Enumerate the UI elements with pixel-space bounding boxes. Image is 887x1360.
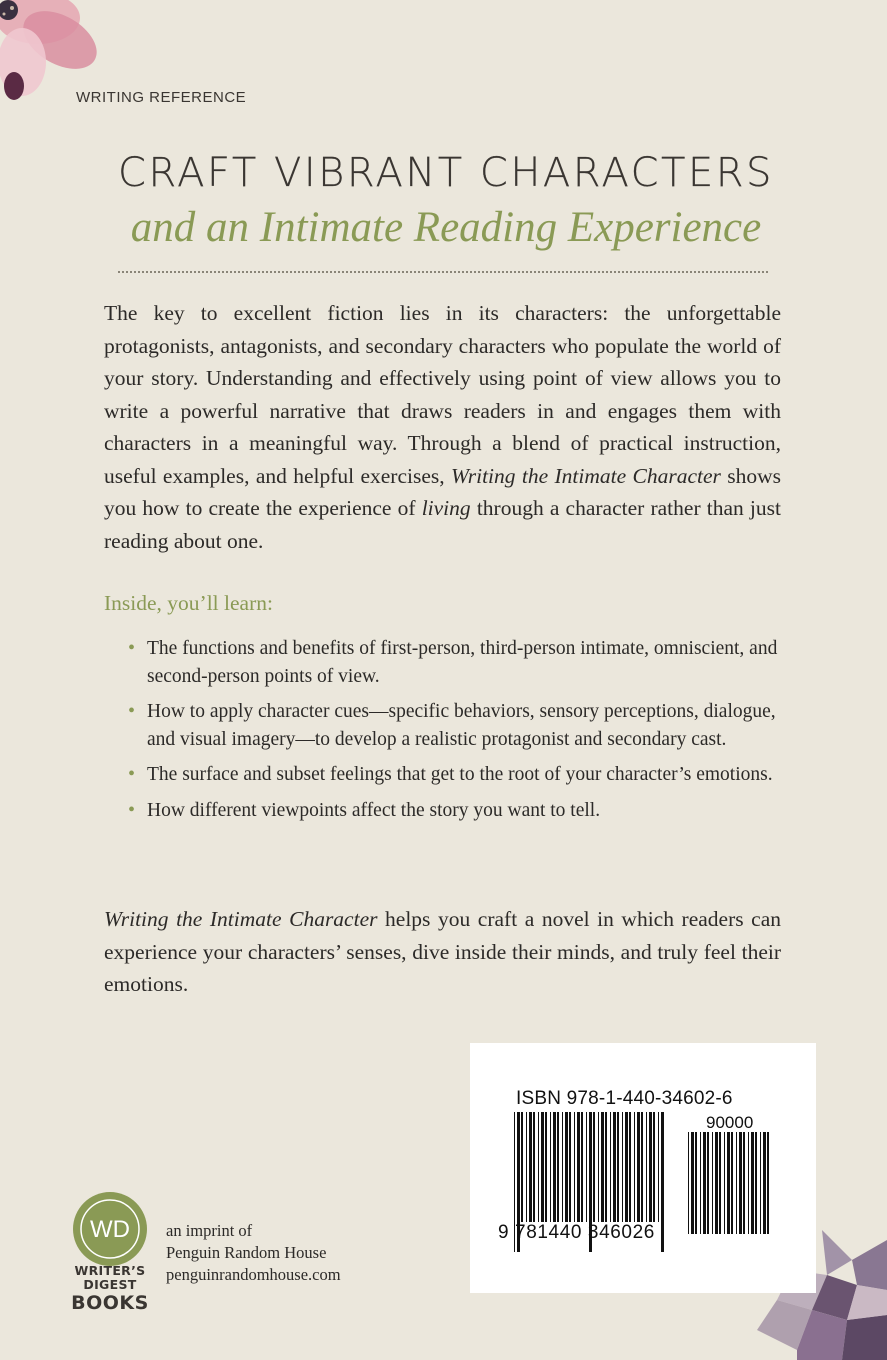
barcode-bar — [541, 1112, 544, 1222]
barcode-bar — [760, 1132, 761, 1234]
barcode-bar — [658, 1112, 659, 1222]
imprint-website[interactable]: penguinrandomhouse.com — [166, 1265, 341, 1284]
bullet-icon: • — [128, 637, 136, 659]
barcode-bar — [646, 1112, 647, 1222]
publisher-name-line1: WRITER’S — [74, 1263, 146, 1278]
barcode-bar — [641, 1112, 643, 1222]
publisher-name-line2: DIGEST — [83, 1277, 137, 1292]
closing-book-title: Writing the Intimate Character — [104, 907, 378, 931]
barcode-bar — [581, 1112, 583, 1222]
barcode-bar — [634, 1112, 635, 1222]
list-item-text: The functions and benefits of first-person, third-person intimate, omniscient, and second-person points of view. — [147, 638, 778, 687]
barcode-bar — [605, 1112, 607, 1222]
barcode-bar — [526, 1112, 527, 1222]
headline: CRAFT VIBRANT CHARACTERS — [118, 150, 774, 196]
bullet-icon: • — [128, 763, 136, 785]
barcode-bar — [625, 1112, 628, 1222]
barcode-bar — [695, 1132, 697, 1234]
closing-paragraph — [104, 903, 781, 1001]
barcode-bar — [727, 1132, 730, 1234]
intro-emphasis: living — [421, 496, 471, 520]
publisher-name-line3: BOOKS — [71, 1292, 149, 1314]
barcode-bar — [593, 1112, 595, 1222]
barcode-bar — [688, 1132, 689, 1234]
barcode-bar — [661, 1112, 664, 1252]
intro-text-part2: shows you how to create the experience of — [104, 463, 782, 520]
barcode-bar — [553, 1112, 556, 1222]
list-item — [128, 797, 782, 825]
publisher-name — [66, 1264, 154, 1314]
barcode-addon-bars — [688, 1132, 772, 1234]
imprint-line2: Penguin Random House — [166, 1243, 327, 1262]
closing-text: helps you craft a novel in which readers can experience your characters’ senses, dive inside their minds, and truly feel their emotions. — [104, 907, 781, 996]
learn-heading: Inside, you’ll learn: — [104, 591, 273, 615]
isbn-number: ISBN 978-1-440-34602-6 — [516, 1088, 733, 1109]
barcode-bar — [557, 1112, 559, 1222]
barcode-bar — [550, 1112, 551, 1222]
barcode-bar — [562, 1112, 563, 1222]
subheadline: and an Intimate Reading Experience — [130, 204, 762, 251]
barcode-bar — [748, 1132, 749, 1234]
barcode-bar — [622, 1112, 623, 1222]
barcode-digits: 9 781440 346026 — [498, 1222, 655, 1243]
barcode-bar — [731, 1132, 733, 1234]
imprint-line1: an imprint of — [166, 1221, 253, 1240]
barcode-bar — [617, 1112, 619, 1222]
barcode-bar — [700, 1132, 701, 1234]
barcode-bar — [719, 1132, 721, 1234]
barcode-bar — [767, 1132, 769, 1234]
imprint-info — [166, 1220, 341, 1286]
barcode-bar — [569, 1112, 571, 1222]
barcode-bar — [533, 1112, 535, 1222]
barcode-bar — [751, 1132, 754, 1234]
barcode-bar — [629, 1112, 631, 1222]
barcode-bar — [653, 1112, 655, 1222]
category-label: WRITING REFERENCE — [76, 89, 247, 106]
barcode-bar — [598, 1112, 599, 1222]
bullet-icon: • — [128, 798, 136, 821]
barcode-bar — [637, 1112, 640, 1222]
barcode-bar — [574, 1112, 575, 1222]
barcode-bar — [724, 1132, 725, 1234]
intro-text-part3: through a character rather than just reading about one. — [104, 496, 781, 553]
list-item — [128, 698, 782, 753]
barcode-bar — [763, 1132, 766, 1234]
barcode-bar — [545, 1112, 547, 1222]
intro-text-part1: The key to excellent fiction lies in its characters: the unforgettable protagonists, antagonists, and secondary characters who populate the world of your story. Understanding and effectively using point of view allows you to write a powerful narrative that draws readers in and engages them with characters in a meaningful way. Through a blend of practical instruction, useful examples, and helpful exercises, — [104, 301, 781, 488]
barcode-bar — [649, 1112, 652, 1222]
bullet-icon: • — [128, 700, 136, 722]
barcode-bar — [565, 1112, 568, 1222]
barcode-bar — [712, 1132, 713, 1234]
list-item-text: How different viewpoints affect the story you want to tell. — [147, 799, 601, 821]
barcode-bar — [521, 1112, 523, 1222]
barcode-bar — [538, 1112, 539, 1222]
learn-list — [128, 635, 782, 832]
barcode-bar — [577, 1112, 580, 1222]
intro-paragraph — [104, 297, 781, 557]
intro-book-title: Writing the Intimate Character — [451, 463, 721, 488]
list-item-text: The surface and subset feelings that get to the root of your character’s emotions. — [147, 764, 773, 785]
barcode-bar — [613, 1112, 616, 1222]
logo-initials: WD — [90, 1216, 130, 1243]
list-item — [128, 635, 782, 690]
barcode-bar — [715, 1132, 718, 1234]
barcode-bar — [736, 1132, 737, 1234]
barcode-bar — [691, 1132, 694, 1234]
barcode-bar — [755, 1132, 757, 1234]
barcode-bar — [707, 1132, 709, 1234]
barcode-bar — [739, 1132, 742, 1234]
dotted-divider — [118, 271, 768, 273]
list-item — [128, 761, 782, 789]
price-code: 90000 — [706, 1113, 754, 1132]
barcode-bar — [601, 1112, 604, 1222]
barcode-bar — [703, 1132, 706, 1234]
barcode-bar — [586, 1112, 587, 1222]
writers-digest-logo — [72, 1191, 148, 1267]
list-item-text: How to apply character cues—specific behaviors, sensory perceptions, dialogue, and visual imagery—to develop a realistic protagonist and secondary cast. — [147, 701, 776, 750]
barcode-bar — [529, 1112, 532, 1222]
barcode-bar — [743, 1132, 745, 1234]
barcode-bar — [610, 1112, 611, 1222]
